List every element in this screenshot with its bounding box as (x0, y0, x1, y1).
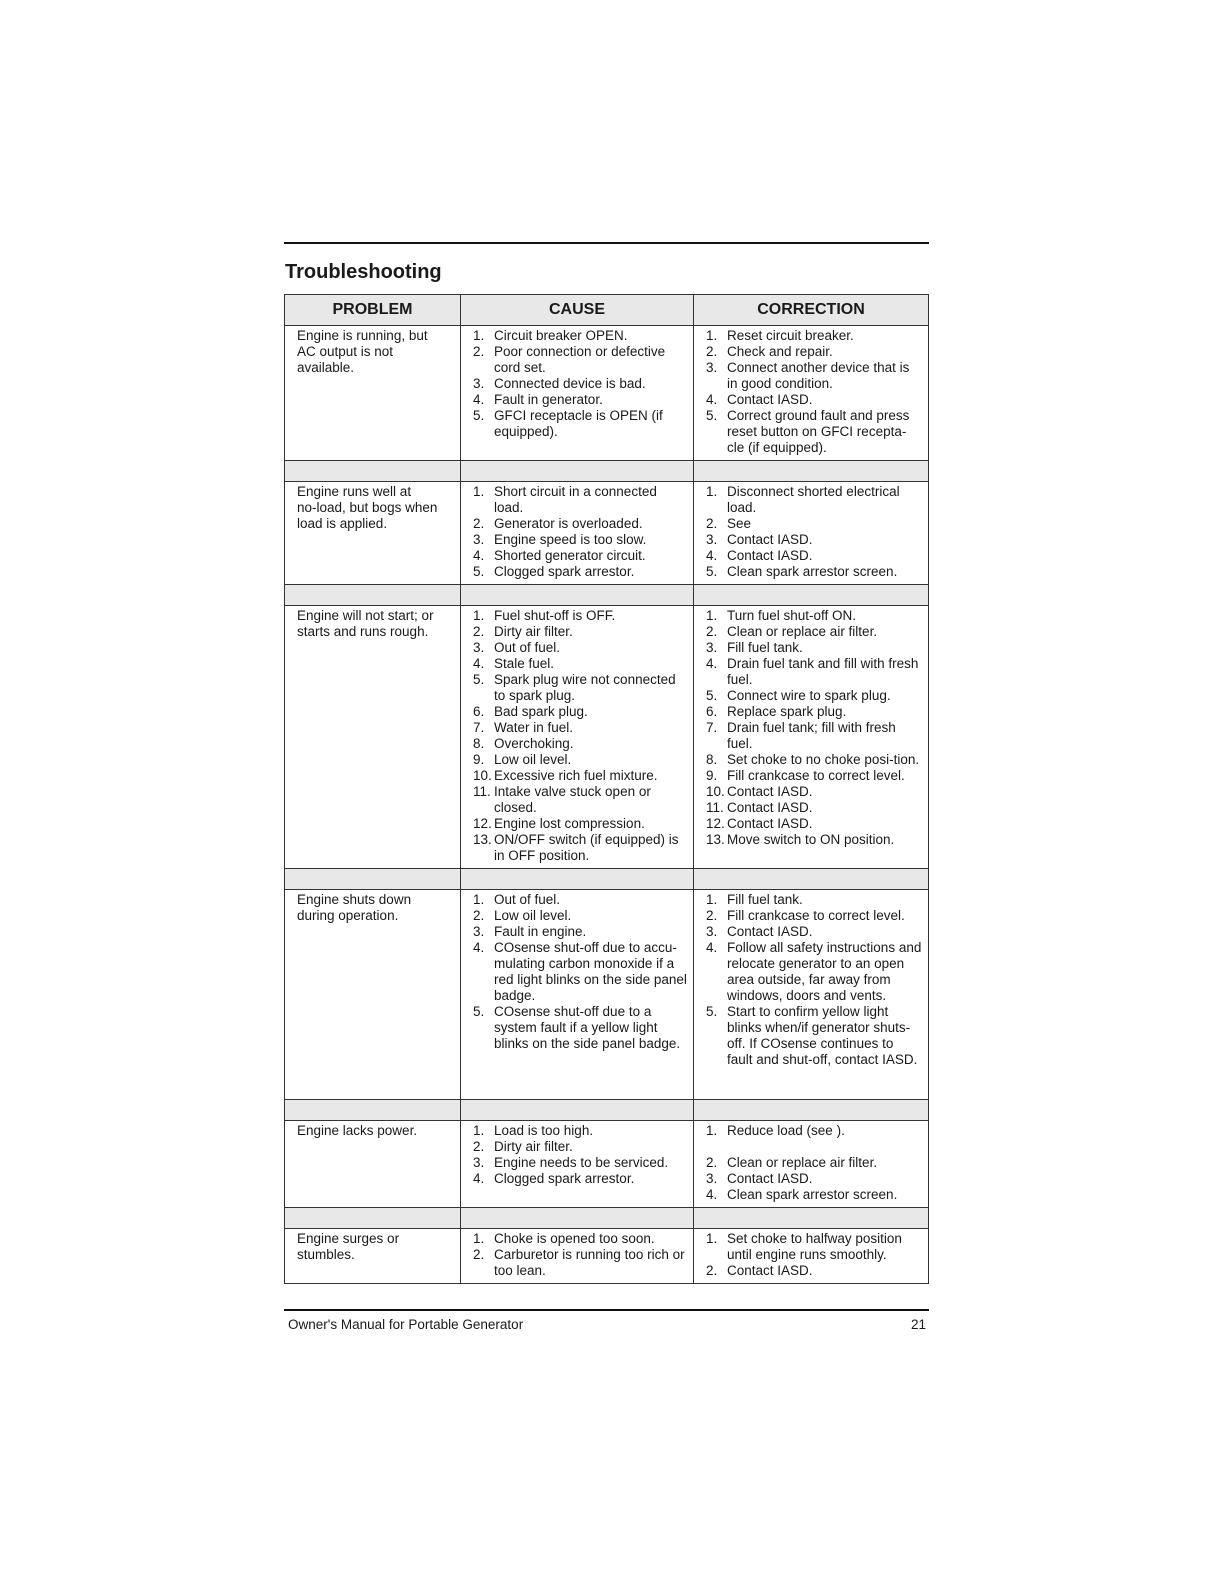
item-number: 4. (473, 656, 485, 671)
item-text: Clogged spark arrestor. (494, 1171, 635, 1186)
numbered-list (473, 1123, 687, 1187)
list-item (473, 344, 687, 376)
list-item (706, 516, 922, 532)
list-item (473, 1123, 687, 1139)
item-text: Connected device is bad. (494, 376, 646, 391)
item-number: 3. (473, 1155, 485, 1170)
item-number: 5. (473, 672, 485, 687)
header-row (285, 295, 929, 326)
item-number: 11. (473, 784, 491, 799)
problem-cell: Engine runs well at no-load, but bogs when load is applied. (285, 482, 461, 585)
item-number: 4. (706, 548, 718, 563)
spacer-row (285, 869, 929, 890)
item-number: 4. (473, 1171, 485, 1186)
item-text: Reset circuit breaker. (727, 328, 854, 343)
item-number: 4. (706, 392, 718, 407)
item-text: Intake valve stuck open or closed. (494, 784, 651, 815)
list-item (473, 624, 687, 640)
item-number: 1. (706, 1231, 718, 1246)
list-item (706, 908, 922, 924)
item-number: 4. (473, 392, 485, 407)
item-text: Engine lost compression. (494, 816, 645, 831)
list-item (473, 832, 687, 864)
numbered-list (473, 328, 687, 440)
table-row (285, 1229, 929, 1284)
page-title: Troubleshooting (285, 261, 442, 283)
item-text: Clean spark arrestor screen. (727, 1187, 898, 1202)
item-number: 5. (473, 1004, 485, 1019)
item-text: Clean or replace air filter. (727, 624, 878, 639)
item-text: Excessive rich fuel mixture. (494, 768, 658, 783)
item-number: 1. (706, 1123, 718, 1138)
item-number: 3. (706, 924, 718, 939)
list-item (473, 1171, 687, 1187)
item-number: 5. (473, 564, 485, 579)
numbered-list (706, 328, 922, 456)
table-row (285, 890, 929, 1100)
item-number: 13. (706, 832, 725, 847)
list-item (473, 656, 687, 672)
item-text: Bad spark plug. (494, 704, 588, 719)
item-number: 5. (706, 688, 718, 703)
list-item (473, 1139, 687, 1155)
list-item (473, 392, 687, 408)
item-text: Overchoking. (494, 736, 574, 751)
item-text: Contact IASD. (727, 392, 813, 407)
correction-cell (694, 890, 929, 1100)
item-number: 9. (473, 752, 485, 767)
list-item (706, 1004, 922, 1068)
item-number: 4. (473, 548, 485, 563)
spacer-cell (694, 585, 929, 606)
spacer-cell (285, 585, 461, 606)
item-text: Contact IASD. (727, 800, 813, 815)
list-item (473, 784, 687, 816)
bottom-rule (284, 1309, 929, 1311)
item-text: Contact IASD. (727, 548, 813, 563)
correction-header: CORRECTION (694, 295, 929, 326)
item-number: 5. (706, 1004, 718, 1019)
item-text: Low oil level. (494, 908, 572, 923)
footer-title: Owner's Manual for Portable Generator (288, 1317, 524, 1332)
cause-cell (461, 1229, 694, 1284)
list-item (706, 344, 922, 360)
item-number: 2. (706, 908, 718, 923)
item-text: Contact IASD. (727, 1171, 813, 1186)
correction-cell (694, 1121, 929, 1208)
item-number: 1. (473, 892, 485, 907)
list-item (473, 1231, 687, 1247)
list-item (706, 1171, 922, 1187)
item-text: COsense shut-off due to accu-mulating carbon monoxide if a red light blinks on the side panel badge. (494, 940, 687, 1003)
list-item (473, 720, 687, 736)
spacer-cell (285, 1100, 461, 1121)
item-text: Drain fuel tank; fill with fresh fuel. (727, 720, 896, 751)
item-text: Spark plug wire not connected to spark plug. (494, 672, 676, 703)
item-text: Dirty air filter. (494, 624, 573, 639)
list-item (706, 608, 922, 624)
item-text: Stale fuel. (494, 656, 555, 671)
item-number: 2. (473, 624, 485, 639)
problem-header: PROBLEM (285, 295, 461, 326)
spacer-cell (461, 461, 694, 482)
item-number: 4. (706, 1187, 718, 1202)
item-number: 4. (706, 940, 718, 955)
item-text: Out of fuel. (494, 892, 561, 907)
item-text: ON/OFF switch (if equipped) is in OFF position. (494, 832, 679, 863)
spacer-cell (694, 869, 929, 890)
numbered-list (706, 1123, 922, 1203)
list-item (473, 484, 687, 516)
item-number: 1. (473, 608, 485, 623)
table-row (285, 606, 929, 869)
spacer-cell (461, 1208, 694, 1229)
list-item (473, 704, 687, 720)
spacer-row (285, 1208, 929, 1229)
item-number: 2. (473, 516, 485, 531)
list-item (473, 1004, 687, 1052)
item-number: 8. (706, 752, 718, 767)
table-row (285, 482, 929, 585)
item-text: Set choke to halfway position until engine runs smoothly. (727, 1231, 902, 1262)
correction-cell (694, 1229, 929, 1284)
item-number: 3. (473, 924, 485, 939)
table-row (285, 1121, 929, 1208)
item-text: Correct ground fault and press reset button on GFCI recepta-cle (if equipped). (727, 408, 910, 455)
item-number: 1. (706, 484, 718, 499)
cause-cell (461, 890, 694, 1100)
list-item (706, 940, 922, 1004)
list-item (473, 908, 687, 924)
item-text: Fill fuel tank. (727, 892, 803, 907)
list-item (706, 392, 922, 408)
spacer-cell (461, 869, 694, 890)
list-item (473, 940, 687, 1004)
spacer-cell (285, 869, 461, 890)
item-text: Fill crankcase to correct level. (727, 768, 905, 783)
item-number: 10. (473, 768, 492, 783)
list-item (473, 752, 687, 768)
list-item (473, 608, 687, 624)
spacer-cell (285, 1208, 461, 1229)
spacer-cell (285, 461, 461, 482)
item-text: Contact IASD. (727, 1263, 813, 1278)
item-number: 3. (706, 640, 718, 655)
item-number: 6. (473, 704, 485, 719)
item-text: Clean spark arrestor screen. (727, 564, 898, 579)
list-item (706, 688, 922, 704)
item-number: 5. (706, 564, 718, 579)
page-number: 21 (910, 1317, 926, 1332)
item-text: Set choke to no choke posi-tion. (727, 752, 920, 767)
item-number: 4. (473, 940, 485, 955)
list-item (706, 1155, 922, 1171)
numbered-list (473, 892, 687, 1052)
numbered-list (706, 608, 922, 848)
cause-header: CAUSE (461, 295, 694, 326)
item-number: 11. (706, 800, 724, 815)
item-text: Follow all safety instructions and relocate generator to an open area outside, far away from windows, doors and vents. (727, 940, 922, 1003)
list-item (706, 924, 922, 940)
list-item (706, 800, 922, 816)
item-number: 7. (706, 720, 718, 735)
item-number: 12. (706, 816, 725, 831)
item-number: 3. (706, 360, 718, 375)
item-text: Contact IASD. (727, 532, 813, 547)
list-item (473, 328, 687, 344)
table-body (285, 326, 929, 1284)
item-number: 3. (473, 532, 485, 547)
spacer-row (285, 585, 929, 606)
problem-cell: Engine lacks power. (285, 1121, 461, 1208)
item-number: 5. (706, 408, 718, 423)
item-number: 3. (706, 532, 718, 547)
numbered-list (706, 892, 922, 1068)
list-item (473, 516, 687, 532)
item-text: Drain fuel tank and fill with fresh fuel. (727, 656, 919, 687)
item-text: Circuit breaker OPEN. (494, 328, 628, 343)
item-number: 1. (473, 1123, 485, 1138)
item-text: Out of fuel. (494, 640, 561, 655)
item-number: 1. (473, 328, 485, 343)
cause-cell (461, 1121, 694, 1208)
list-item (473, 408, 687, 440)
numbered-list (473, 1231, 687, 1279)
item-text: Poor connection or defective cord set. (494, 344, 666, 375)
list-item (473, 736, 687, 752)
list-item (473, 548, 687, 564)
item-number: 2. (706, 1263, 718, 1278)
correction-cell (694, 326, 929, 461)
item-text: Clean or replace air filter. (727, 1155, 878, 1170)
list-item (473, 1247, 687, 1279)
item-text: Shorted generator circuit. (494, 548, 646, 563)
item-text: Engine needs to be serviced. (494, 1155, 669, 1170)
list-item (706, 720, 922, 752)
list-item (706, 704, 922, 720)
item-number: 2. (706, 624, 718, 639)
item-text: Carburetor is running too rich or too lean. (494, 1247, 685, 1278)
list-item (473, 768, 687, 784)
correction-cell (694, 606, 929, 869)
item-number: 1. (706, 328, 718, 343)
list-item (473, 1155, 687, 1171)
item-text: Turn fuel shut-off ON. (727, 608, 857, 623)
item-text: COsense shut-off due to a system fault if a yellow light blinks on the side panel badge. (494, 1004, 681, 1051)
item-text: Connect wire to spark plug. (727, 688, 891, 703)
item-text: Dirty air filter. (494, 1139, 573, 1154)
spacer-cell (461, 585, 694, 606)
item-number: 3. (473, 376, 485, 391)
item-text: See (727, 516, 752, 531)
problem-cell: Engine is running, but AC output is not available. (285, 326, 461, 461)
item-text: Contact IASD. (727, 816, 813, 831)
item-text: GFCI receptacle is OPEN (if equipped). (494, 408, 663, 439)
numbered-list (706, 484, 922, 580)
item-text: Water in fuel. (494, 720, 574, 735)
list-item (706, 784, 922, 800)
item-number: 8. (473, 736, 485, 751)
list-item (706, 1123, 922, 1155)
item-number: 1. (706, 608, 718, 623)
list-item (706, 1187, 922, 1203)
list-item (706, 1263, 922, 1279)
spacer-cell (694, 461, 929, 482)
item-number: 2. (473, 344, 485, 359)
item-number: 7. (473, 720, 485, 735)
spacer-cell (694, 1100, 929, 1121)
item-text: Fault in engine. (494, 924, 587, 939)
item-number: 4. (706, 656, 718, 671)
problem-cell: Engine shuts down during operation. (285, 890, 461, 1100)
item-text: Fuel shut-off is OFF. (494, 608, 616, 623)
item-text: Disconnect shorted electrical load. (727, 484, 900, 515)
spacer-cell (694, 1208, 929, 1229)
table-row (285, 326, 929, 461)
spacer-cell (461, 1100, 694, 1121)
item-number: 2. (473, 1247, 485, 1262)
list-item (473, 640, 687, 656)
item-number: 3. (706, 1171, 718, 1186)
item-text: Clogged spark arrestor. (494, 564, 635, 579)
item-number: 1. (473, 484, 485, 499)
item-text: Low oil level. (494, 752, 572, 767)
item-text: Start to confirm yellow light blinks when/if generator shuts-off. If COsense continues to fault and shut-off, contact IASD. (727, 1004, 918, 1067)
item-number: 6. (706, 704, 718, 719)
item-text: Contact IASD. (727, 784, 813, 799)
item-text: Generator is overloaded. (494, 516, 643, 531)
list-item (706, 832, 922, 848)
list-item (706, 564, 922, 580)
item-number: 3. (473, 640, 485, 655)
item-text: Move switch to ON position. (727, 832, 895, 847)
item-text: Reduce load (see ). (727, 1123, 845, 1138)
list-item (706, 1231, 922, 1263)
item-number: 2. (706, 516, 718, 531)
list-item (473, 564, 687, 580)
list-item (473, 532, 687, 548)
list-item (473, 892, 687, 908)
problem-cell: Engine surges or stumbles. (285, 1229, 461, 1284)
cause-cell (461, 326, 694, 461)
item-number: 1. (473, 1231, 485, 1246)
cause-cell (461, 482, 694, 585)
numbered-list (473, 608, 687, 864)
list-item (706, 484, 922, 516)
item-number: 12. (473, 816, 492, 831)
item-text: Choke is opened too soon. (494, 1231, 655, 1246)
item-text: Connect another device that is in good condition. (727, 360, 910, 391)
item-text: Replace spark plug. (727, 704, 847, 719)
spacer-row (285, 1100, 929, 1121)
item-number: 10. (706, 784, 725, 799)
item-number: 1. (706, 892, 718, 907)
list-item (706, 624, 922, 640)
list-item (706, 892, 922, 908)
problem-cell: Engine will not start; or starts and runs rough. (285, 606, 461, 869)
item-number: 13. (473, 832, 492, 847)
list-item (706, 656, 922, 688)
correction-cell (694, 482, 929, 585)
list-item (473, 816, 687, 832)
item-text: Load is too high. (494, 1123, 594, 1138)
item-text: Contact IASD. (727, 924, 813, 939)
list-item (706, 408, 922, 456)
list-item (706, 360, 922, 392)
spacer-row (285, 461, 929, 482)
list-item (706, 548, 922, 564)
item-text: Short circuit in a connected load. (494, 484, 657, 515)
item-number: 2. (706, 344, 718, 359)
list-item (706, 532, 922, 548)
list-item (473, 924, 687, 940)
item-number: 2. (473, 1139, 485, 1154)
item-text: Fault in generator. (494, 392, 603, 407)
item-number: 2. (706, 1155, 718, 1170)
numbered-list (473, 484, 687, 580)
item-text: Fill fuel tank. (727, 640, 803, 655)
item-text: Fill crankcase to correct level. (727, 908, 905, 923)
top-rule (284, 242, 929, 244)
item-number: 5. (473, 408, 485, 423)
list-item (473, 376, 687, 392)
item-number: 9. (706, 768, 718, 783)
list-item (706, 328, 922, 344)
list-item (473, 672, 687, 704)
item-text: Check and repair. (727, 344, 833, 359)
numbered-list (706, 1231, 922, 1279)
cause-cell (461, 606, 694, 869)
list-item (706, 816, 922, 832)
list-item (706, 768, 922, 784)
list-item (706, 752, 922, 768)
troubleshooting-table (284, 294, 929, 1284)
item-number: 2. (473, 908, 485, 923)
list-item (706, 640, 922, 656)
item-text: Engine speed is too slow. (494, 532, 647, 547)
